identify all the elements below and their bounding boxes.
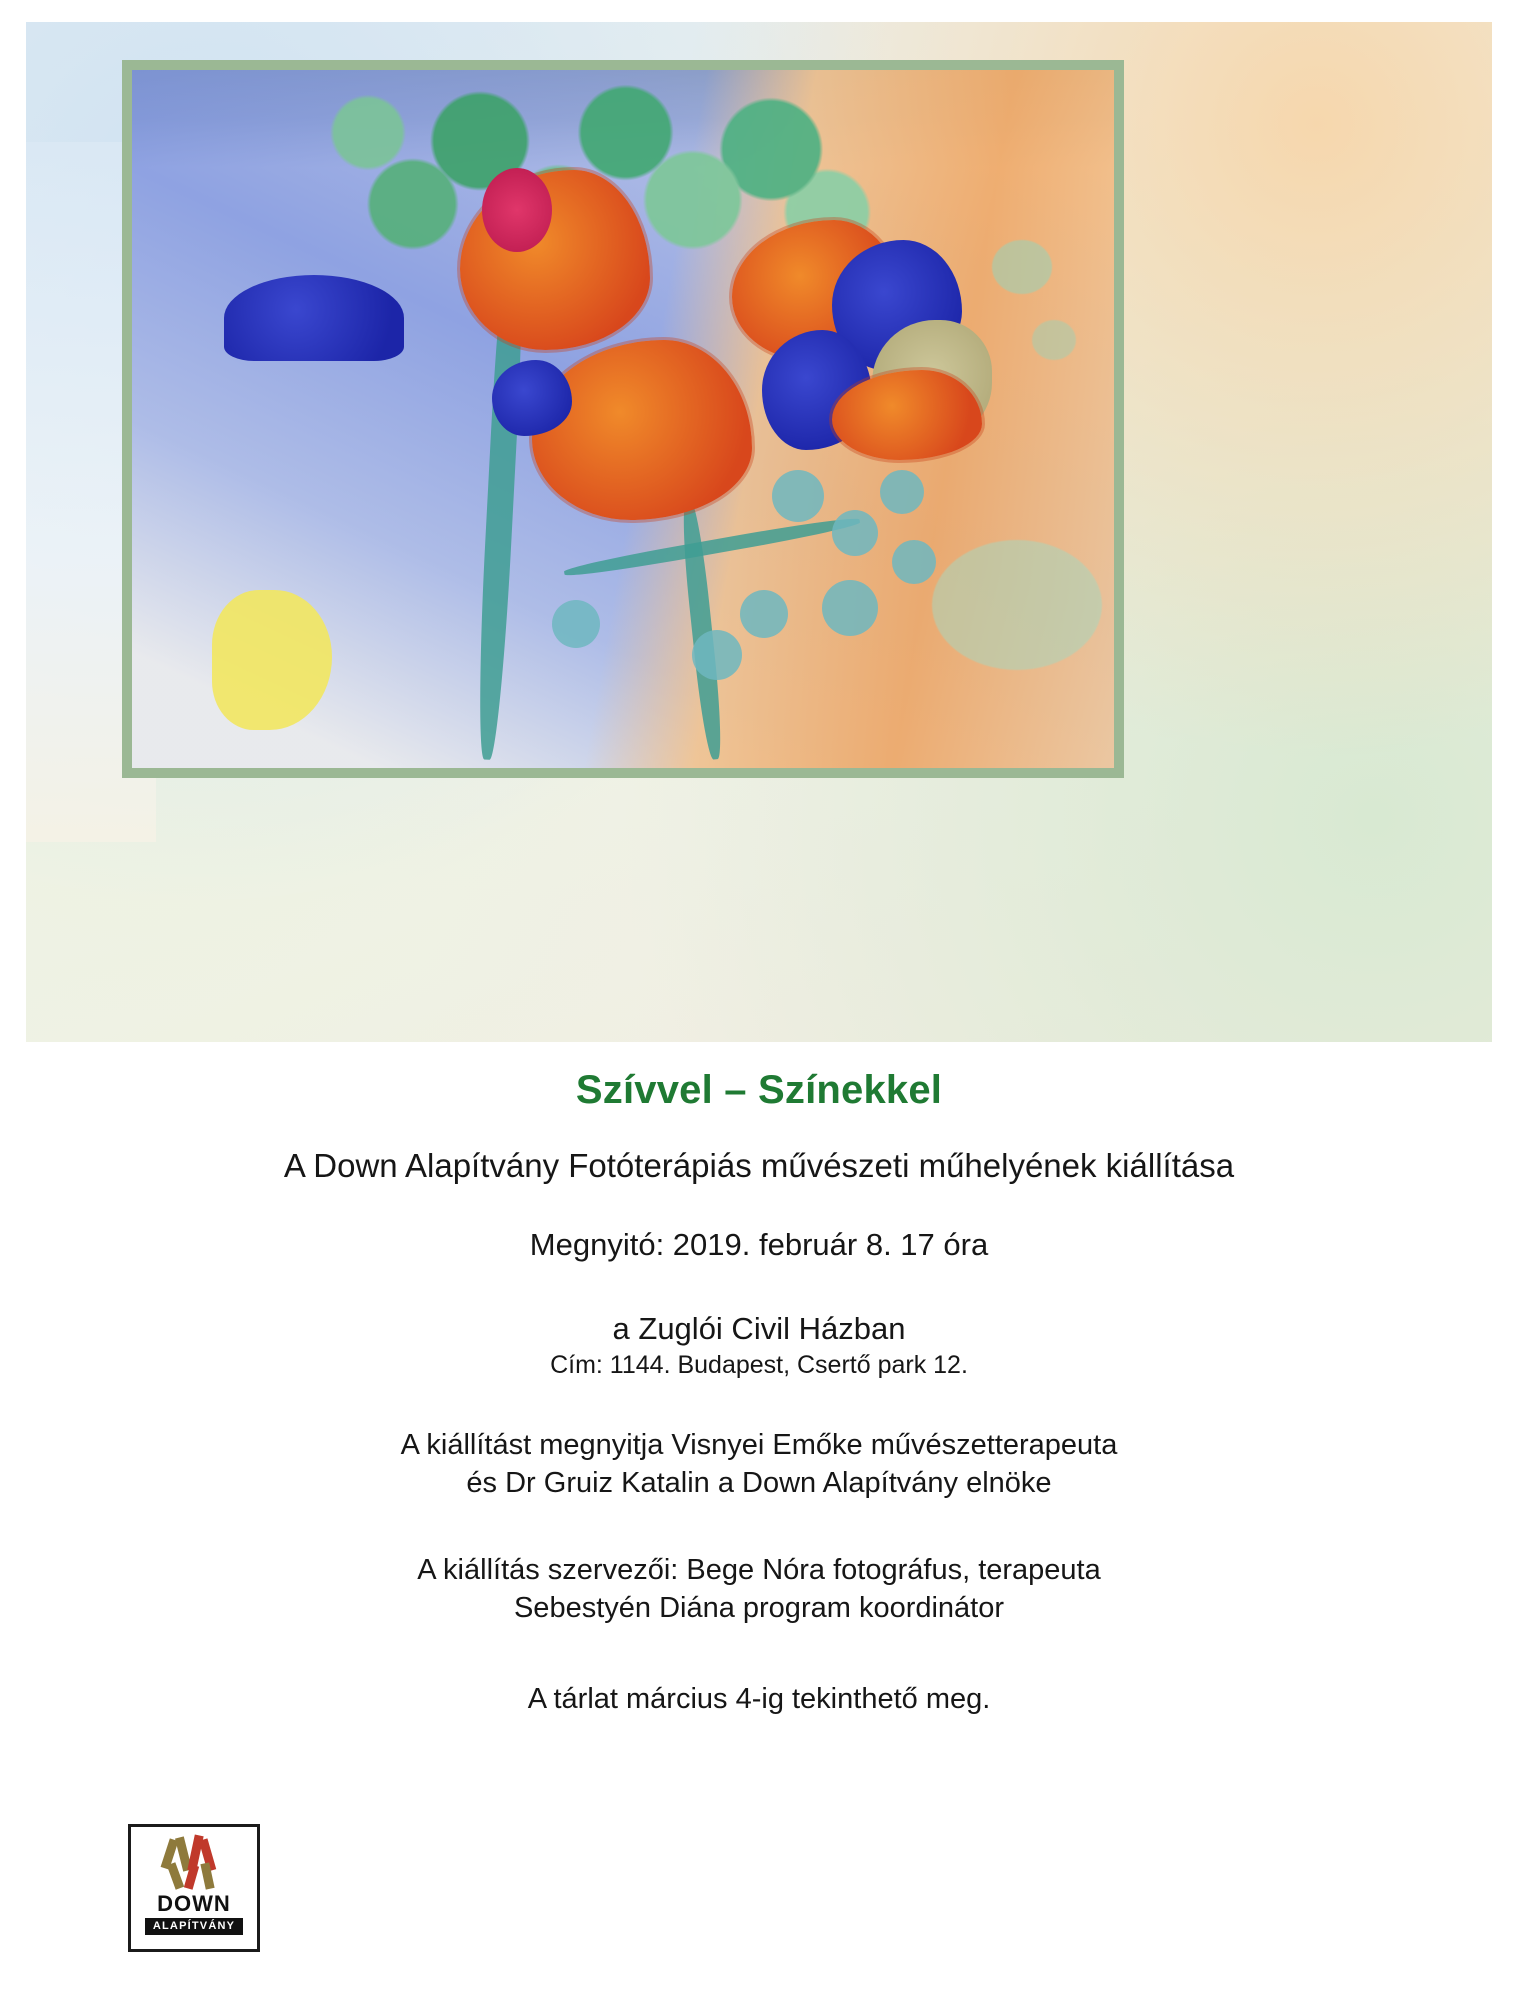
pale-blob xyxy=(932,540,1102,670)
chromosome-icon xyxy=(159,1835,229,1889)
berry xyxy=(772,470,824,522)
organizers-line-1: A kiállítás szervezői: Bege Nóra fotográfus, terapeuta xyxy=(417,1553,1101,1586)
yellow-splash xyxy=(212,590,332,730)
watercolour-painting xyxy=(132,70,1114,768)
openers-line-2: és Dr Gruiz Katalin a Down Alapítvány elnöke xyxy=(466,1467,1052,1500)
berry xyxy=(892,540,936,584)
organizers-block xyxy=(26,1551,1492,1628)
logo-wordmark: DOWN xyxy=(157,1891,231,1916)
artwork-area xyxy=(26,22,1492,1042)
openers-block xyxy=(26,1426,1492,1503)
venue-name: a Zuglói Civil Házban xyxy=(612,1311,906,1346)
berry xyxy=(552,600,600,648)
berry xyxy=(740,590,788,638)
pink-accent-top xyxy=(482,168,552,252)
orange-flower-centre xyxy=(532,340,752,520)
poster-subtitle: A Down Alapítvány Fotóterápiás művészeti műhelyének kiállítása xyxy=(283,1147,1235,1184)
pale-blob xyxy=(992,240,1052,294)
page-title: Szívvel – Színekkel xyxy=(575,1068,943,1112)
organizers-line-2: Sebestyén Diána program koordinátor xyxy=(513,1591,1005,1624)
down-foundation-logo xyxy=(128,1824,260,1952)
berry xyxy=(692,630,742,680)
poster-text xyxy=(26,1042,1492,1716)
stem-branch xyxy=(563,514,861,580)
openers-line-1: A kiállítást megnyitja Visnyei Emőke művészetterapeuta xyxy=(400,1429,1118,1461)
closing-info: A tárlat március 4-ig tekinthető meg. xyxy=(527,1683,991,1716)
berry xyxy=(880,470,924,514)
berry xyxy=(832,510,878,556)
blue-flower-left xyxy=(224,275,404,361)
logo-subtext: ALAPÍTVÁNY xyxy=(145,1918,243,1935)
pale-blob xyxy=(1032,320,1076,360)
opening-info: Megnyitó: 2019. február 8. 17 óra xyxy=(529,1227,989,1262)
venue-address: Cím: 1144. Budapest, Csertő park 12. xyxy=(550,1351,968,1379)
berry xyxy=(822,580,878,636)
artwork-frame xyxy=(122,60,1124,778)
